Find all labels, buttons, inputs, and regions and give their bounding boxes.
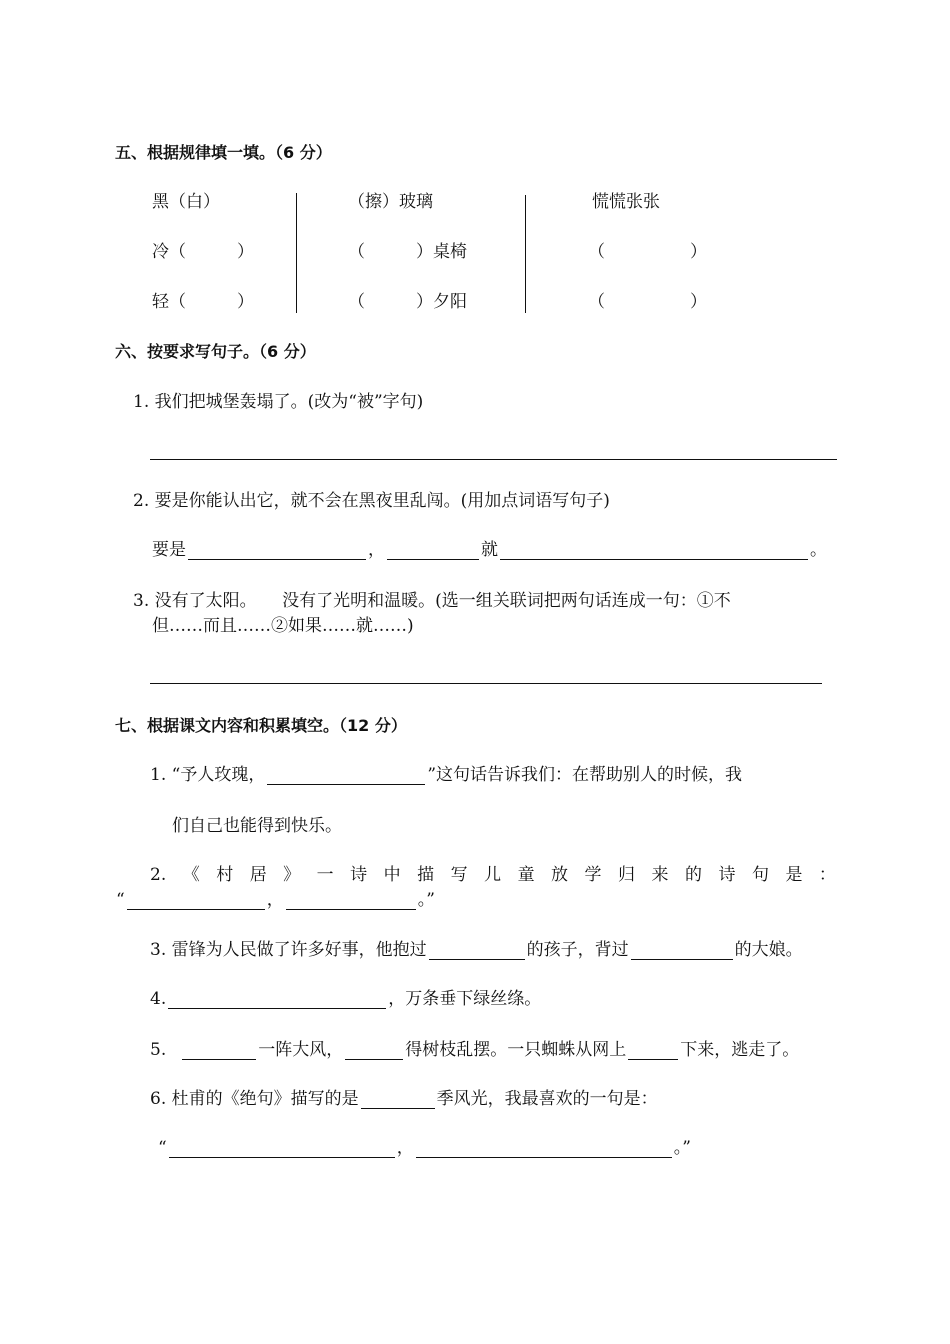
answer-line[interactable] xyxy=(150,459,837,460)
justified-char: 的 xyxy=(684,865,702,885)
column-divider xyxy=(296,193,297,313)
justified-char: 是 xyxy=(785,865,803,885)
question-text: 的孩子，背过 xyxy=(526,940,629,960)
section-7-title: 七、根据课文内容和积累填空。（12 分） xyxy=(115,716,407,735)
blank[interactable] xyxy=(286,891,416,910)
question-text: 3. 没有了太阳。 没有了光明和温暖。(选一组关联词把两句话连成一句：①不 xyxy=(133,591,731,611)
fill-sentence-row xyxy=(116,890,435,910)
quote-open: “ xyxy=(116,890,125,910)
blank[interactable] xyxy=(345,1041,403,1060)
comma: ， xyxy=(396,1138,414,1158)
blank[interactable] xyxy=(387,541,479,560)
question-text: 6. 杜甫的《绝句》描写的是 xyxy=(150,1089,359,1109)
question-text: 1. “予人玫瑰， xyxy=(150,765,266,785)
sentence-start: 要是 xyxy=(152,540,186,560)
section-6-title: 六、按要求写句子。（6 分） xyxy=(115,342,316,361)
blank[interactable] xyxy=(188,541,366,560)
justified-char: 一 xyxy=(316,865,334,885)
fill-sentence-row xyxy=(150,940,803,960)
fill-sentence-row xyxy=(150,1040,799,1060)
blank[interactable] xyxy=(628,1041,678,1060)
fill-sentence-row xyxy=(150,989,541,1009)
quote-open: “ xyxy=(158,1138,167,1158)
question-text: 们自己也能得到快乐。 xyxy=(172,816,342,836)
justified-char: 儿 xyxy=(484,865,502,885)
answer-line[interactable] xyxy=(150,683,822,684)
pattern-cell: 冷（ ） xyxy=(152,242,254,262)
question-text: 的大娘。 xyxy=(734,940,803,960)
blank[interactable] xyxy=(500,541,808,560)
blank[interactable] xyxy=(127,891,265,910)
blank[interactable] xyxy=(168,990,386,1009)
pattern-cell: 黑（白） xyxy=(152,192,220,212)
justified-char: 居 xyxy=(249,865,267,885)
question-text: ，万条垂下绿丝绦。 xyxy=(388,989,542,1009)
pattern-cell: （ ）桌椅 xyxy=(348,242,467,262)
blank[interactable] xyxy=(361,1090,435,1109)
justified-char: 放 xyxy=(551,865,569,885)
justified-char: 写 xyxy=(450,865,468,885)
column-divider xyxy=(525,195,526,313)
quote-close: 。” xyxy=(417,890,435,910)
question-text: 季风光，我最喜欢的一句是： xyxy=(436,1089,658,1109)
pattern-cell: 轻（ ） xyxy=(152,292,254,312)
question-text: 1. 我们把城堡轰塌了。(改为“被”字句) xyxy=(133,392,424,412)
justified-char: 《 xyxy=(182,865,200,885)
justified-char: ： xyxy=(818,865,836,885)
justified-char: 句 xyxy=(751,865,769,885)
justified-char: 来 xyxy=(651,865,669,885)
justified-char: 村 xyxy=(216,865,234,885)
pattern-cell: （ ） xyxy=(588,242,707,262)
justified-char: 学 xyxy=(584,865,602,885)
question-text: 5. xyxy=(150,1040,167,1060)
section-5-title: 五、根据规律填一填。（6 分） xyxy=(115,143,332,162)
blank[interactable] xyxy=(416,1139,672,1158)
question-text: 下来，逃走了。 xyxy=(680,1040,800,1060)
blank[interactable] xyxy=(267,766,425,785)
justified-char: 诗 xyxy=(718,865,736,885)
sentence-mid: 就 xyxy=(481,540,498,560)
pattern-cell: （ ） xyxy=(588,292,707,312)
question-text: 一阵大风， xyxy=(258,1040,344,1060)
justified-char: 》 xyxy=(283,865,301,885)
fill-sentence-row xyxy=(150,1089,658,1109)
question-text: 得树枝乱摆。一只蜘蛛从网上 xyxy=(405,1040,627,1060)
justified-char: 诗 xyxy=(350,865,368,885)
quote-close: 。” xyxy=(673,1138,691,1158)
justified-char: 归 xyxy=(618,865,636,885)
blank[interactable] xyxy=(429,941,525,960)
fill-sentence-row xyxy=(158,1138,691,1158)
blank[interactable] xyxy=(631,941,733,960)
justified-question xyxy=(150,865,836,885)
blank[interactable] xyxy=(182,1041,256,1060)
question-text: 3. 雷锋为人民做了许多好事，他抱过 xyxy=(150,940,427,960)
justified-char: 描 xyxy=(417,865,435,885)
question-text: 但……而且……②如果……就……) xyxy=(152,616,414,636)
comma: ， xyxy=(266,890,284,910)
pattern-cell: （擦）玻璃 xyxy=(348,192,433,212)
blank[interactable] xyxy=(169,1139,395,1158)
justified-char: 中 xyxy=(383,865,401,885)
sentence-end: 。 xyxy=(810,540,827,560)
pattern-cell: 慌慌张张 xyxy=(592,192,660,212)
question-text: 2. 要是你能认出它，就不会在黑夜里乱闯。(用加点词语写句子) xyxy=(133,491,610,511)
justified-char: 2. xyxy=(150,865,167,885)
justified-char: 童 xyxy=(517,865,535,885)
fill-sentence-row xyxy=(150,765,742,785)
fill-sentence-row xyxy=(152,540,827,560)
question-text: 4. xyxy=(150,989,167,1009)
question-text: ”这句话告诉我们：在帮助别人的时候，我 xyxy=(427,765,743,785)
pattern-cell: （ ）夕阳 xyxy=(348,292,467,312)
comma: ， xyxy=(368,540,385,560)
